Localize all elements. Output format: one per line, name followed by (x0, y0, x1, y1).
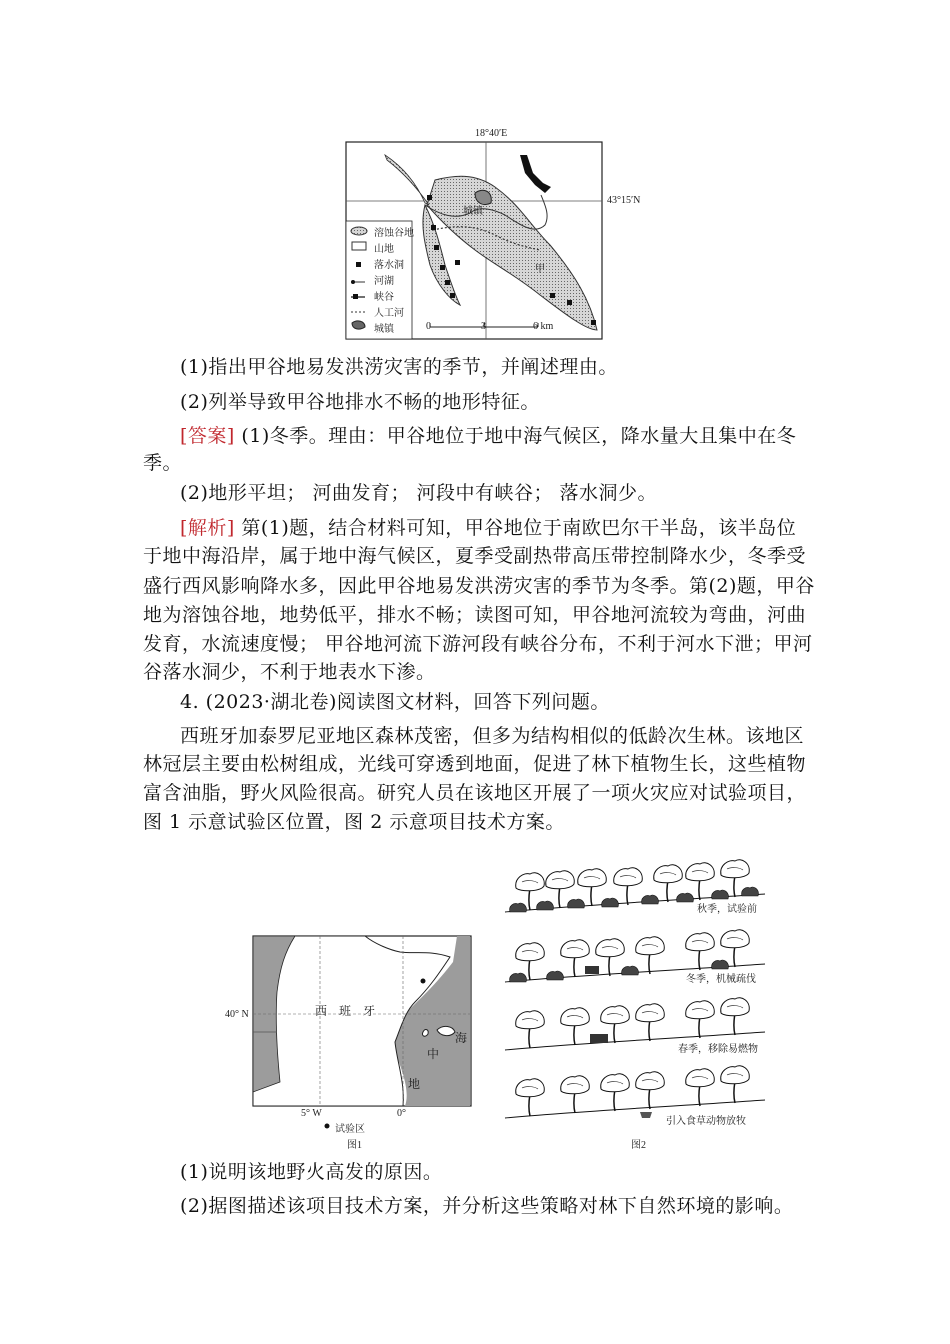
fig1-caption: 图1 (347, 1140, 362, 1151)
legend-canal: 人工河 (374, 308, 404, 319)
fig1-lon-0: 0° (397, 1108, 406, 1119)
q3-answer-line1 (180, 424, 796, 448)
legend-valley: 溶蚀谷地 (374, 228, 414, 239)
fig1-legend: 试验区 (335, 1124, 365, 1135)
scale-0: 0 (426, 321, 431, 332)
q4-material-1: 西班牙加泰罗尼亚地区森林茂密，但多为结构相似的低龄次生林。该地区 (180, 725, 805, 747)
q4-material-4: 图 1 示意试验区位置，图 2 示意项目技术方案。 (143, 811, 565, 833)
q3-analysis-line3: 盛行西风影响降水多，因此甲谷地易发洪涝灾害的季节为冬季。第(2)题，甲谷 (143, 575, 815, 597)
answer-tag: [答案] (180, 425, 235, 447)
town-label: 城镇 (463, 206, 483, 217)
fig2-panel-2: 冬季，机械疏伐 (686, 974, 756, 985)
q3-analysis-line4: 地为溶蚀谷地，地势低平，排水不畅；读图可知，甲谷地河流较为弯曲，河曲 (143, 604, 807, 626)
fig1-sea-2: 中 (427, 1047, 440, 1061)
spain-location-map (225, 932, 475, 1154)
fig1-country: 西 班 牙 (315, 1004, 376, 1018)
fig2-caption: 图2 (631, 1140, 646, 1151)
scale-3: 3 (481, 321, 486, 332)
legend-river: 河湖 (374, 276, 394, 287)
q3-sub2: (2)列举导致甲谷地排水不畅的地形特征。 (180, 391, 540, 413)
fig1-sea-1: 海 (455, 1031, 468, 1045)
q4-material-3: 富含油脂，野火风险很高。研究人员在该地区开展了一项火灾应对试验项目， (143, 782, 807, 804)
longitude-label: 18°40′E (475, 128, 508, 139)
fig1-sea-3: 地 (408, 1077, 421, 1091)
analysis-tag: [解析] (180, 517, 235, 539)
q3-analysis-line2: 于地中海沿岸，属于地中海气候区，夏季受副热带高压带控制降水少，冬季受 (143, 545, 807, 567)
legend-sinkhole: 落水洞 (374, 260, 404, 271)
latitude-label: 43°15′N (607, 195, 641, 206)
legend-town: 城镇 (374, 324, 394, 335)
q3-answer-line3: (2)地形平坦； 河曲发育； 河段中有峡谷； 落水洞少。 (180, 482, 658, 504)
fig1-lon-w: 5° W (301, 1108, 322, 1119)
analysis-text-1: 第(1)题，结合材料可知，甲谷地位于南欧巴尔干半岛，该半岛位 (241, 517, 797, 539)
q3-sub1: (1)指出甲谷地易发洪涝灾害的季节，并阐述理由。 (180, 356, 618, 378)
answer-text-1: (1)冬季。理由：甲谷地位于地中海气候区，降水量大且集中在冬 (241, 425, 797, 447)
fig2-panel-3: 春季，移除易燃物 (678, 1044, 758, 1055)
fig1-lat: 40° N (225, 1009, 249, 1020)
q3-answer-line2: 季。 (143, 452, 183, 474)
q3-analysis-line1 (180, 516, 796, 540)
fig2-panel-4: 引入食草动物放牧 (666, 1116, 746, 1127)
legend-mountain: 山地 (374, 244, 394, 255)
scale-6: 6 km (533, 321, 554, 332)
fig2-panel-1: 秋季，试验前 (697, 904, 757, 915)
q4-material-2: 林冠层主要由松树组成，光线可穿透到地面，促进了林下植物生长，这些植物 (143, 753, 807, 775)
q4-header: 4. (2023·湖北卷)阅读图文材料，回答下列问题。 (180, 691, 610, 713)
q4-sub1: (1)说明该地野火高发的原因。 (180, 1161, 443, 1183)
karst-valley-map (345, 125, 660, 341)
q4-sub2: (2)据图描述该项目技术方案，并分析这些策略对林下自然环境的影响。 (180, 1195, 794, 1217)
region-label: 甲 (535, 264, 545, 275)
legend-gorge: 峡谷 (374, 292, 394, 303)
q3-analysis-line5: 发育，水流速度慢； 甲谷地河流下游河段有峡谷分布，不利于河水下泄；甲河 (143, 633, 813, 655)
q3-analysis-line6: 谷落水洞少，不利于地表水下渗。 (143, 661, 436, 683)
forest-scheme-figure (500, 850, 770, 1150)
